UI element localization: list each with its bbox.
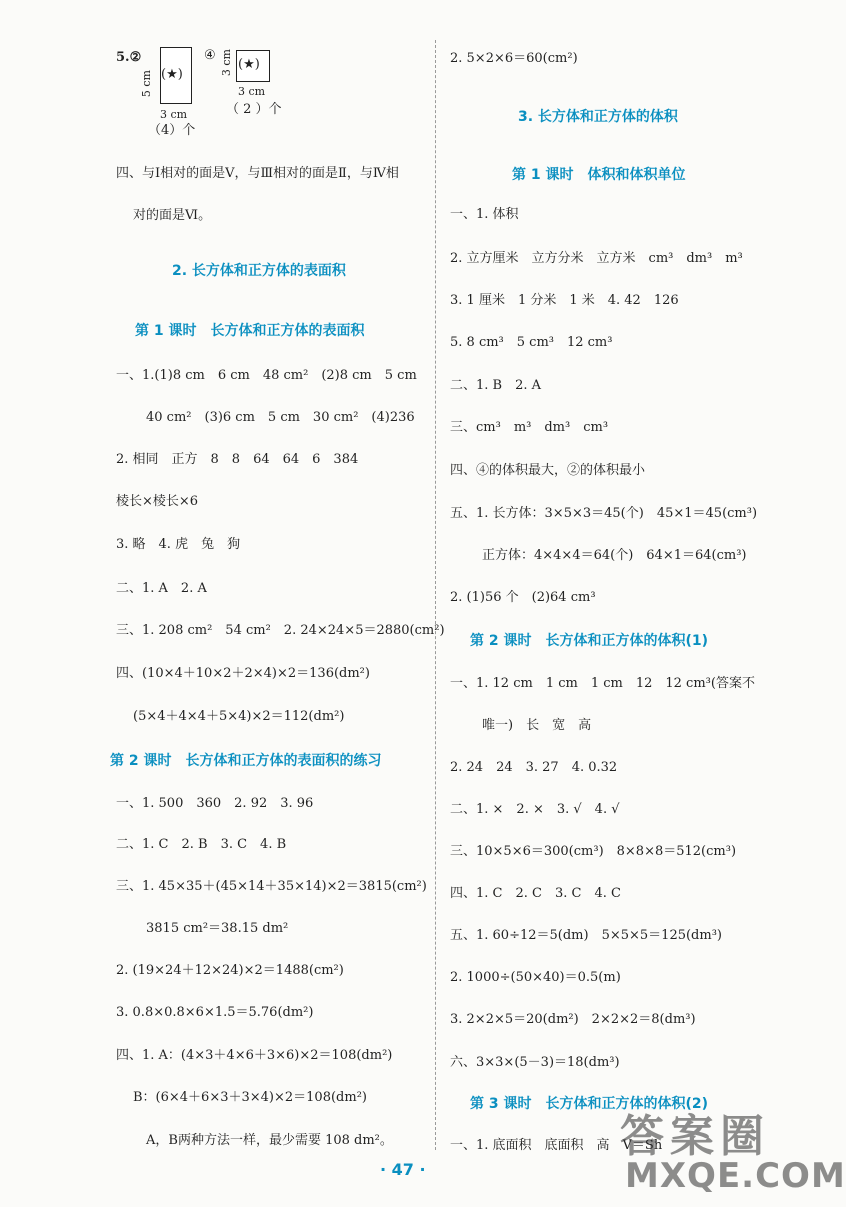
answer-line: 2. 5×2×6＝60(cm²) xyxy=(450,51,578,66)
answer-line: 2. 相同 正方 8 8 64 64 6 384 xyxy=(116,452,359,467)
answer-line: 五、1. 60÷12＝5(dm) 5×5×5＝125(dm³) xyxy=(450,928,722,943)
page-number: · 47 · xyxy=(380,1160,426,1179)
answer-line: 2. 1000÷(50×40)＝0.5(m) xyxy=(450,970,621,985)
answer-line: 2. (1)56 个 (2)64 cm³ xyxy=(450,590,596,605)
lesson-heading-3: 第 3 课时 长方体和正方体的体积(2) xyxy=(470,1096,709,1112)
answer-line: 二、1. × 2. × 3. √ 4. √ xyxy=(450,802,620,817)
fig2-height-label: 3 cm xyxy=(220,49,233,77)
answer-line: 六、3×3×(5－3)＝18(dm³) xyxy=(450,1055,620,1070)
lesson-heading-1: 第 1 课时 长方体和正方体的表面积 xyxy=(135,323,365,339)
answer-line: 四、④的体积最大，②的体积最小 xyxy=(450,463,646,478)
answer-line: 一、1. 500 360 2. 92 3. 96 xyxy=(116,796,314,811)
answer-line: B：(6×4＋6×3＋3×4)×2＝108(dm²) xyxy=(133,1090,367,1105)
answer-line: 2. 24 24 3. 27 4. 0.32 xyxy=(450,760,618,775)
answer-line: 3. 2×2×5＝20(dm²) 2×2×2＝8(dm³) xyxy=(450,1012,696,1027)
watermark-text-1: 答案圈 xyxy=(620,1111,770,1162)
lesson-heading-2: 第 2 课时 长方体和正方体的表面积的练习 xyxy=(110,753,382,769)
fig2-label: ④ xyxy=(204,48,216,63)
answer-line: 一、1. 底面积 底面积 高 V＝Sh xyxy=(450,1138,663,1153)
fig1-width-label: 3 cm xyxy=(160,108,188,121)
answer-line: 3. 1 厘米 1 分米 1 米 4. 42 126 xyxy=(450,293,679,308)
figure-rectangle-3x3 xyxy=(200,45,300,125)
answer-line: 三、1. 208 cm² 54 cm² 2. 24×24×5＝2880(cm²) xyxy=(116,623,445,638)
answer-line: 四、与Ⅰ相对的面是Ⅴ，与Ⅲ相对的面是Ⅱ，与Ⅳ相 xyxy=(116,166,399,181)
answer-line: 五、1. 长方体：3×5×3＝45(个) 45×1＝45(cm³) xyxy=(450,506,758,521)
answer-line: 正方体：4×4×4＝64(个) 64×1＝64(cm³) xyxy=(482,548,747,563)
watermark-text-2: MXQE.COM xyxy=(625,1156,846,1196)
star-icon: (★) xyxy=(238,57,260,72)
star-icon: (★) xyxy=(161,67,183,82)
answer-line: 3. 0.8×0.8×6×1.5＝5.76(dm²) xyxy=(116,1005,314,1020)
lesson-heading-2: 第 2 课时 长方体和正方体的体积(1) xyxy=(470,633,709,649)
fig2-answer: （ 2 ）个 xyxy=(226,102,282,117)
answer-line: 二、1. C 2. B 3. C 4. B xyxy=(116,837,287,852)
answer-line: 四、(10×4＋10×2＋2×4)×2＝136(dm²) xyxy=(116,666,370,681)
answer-line: 四、1. C 2. C 3. C 4. C xyxy=(450,886,621,901)
answer-line: A，B两种方法一样，最少需要 108 dm²。 xyxy=(146,1133,393,1148)
answer-line: 三、cm³ m³ dm³ cm³ xyxy=(450,420,609,435)
answer-line: 四、1. A：(4×3＋4×6＋3×6)×2＝108(dm²) xyxy=(116,1048,393,1063)
watermark-logo xyxy=(600,1100,846,1207)
answer-line: 40 cm² (3)6 cm 5 cm 30 cm² (4)236 xyxy=(146,410,415,425)
answer-line: 三、1. 45×35＋(45×14＋35×14)×2＝3815(cm²) xyxy=(116,879,427,894)
figure-rectangle-5x3 xyxy=(110,45,210,145)
answer-line: 棱长×棱长×6 xyxy=(116,494,199,509)
answer-line: 二、1. B 2. A xyxy=(450,378,542,393)
answer-line: 2. 立方厘米 立方分米 立方米 cm³ dm³ m³ xyxy=(450,251,743,266)
section-heading-volume: 3. 长方体和正方体的体积 xyxy=(518,109,678,125)
answer-line: 对的面是Ⅵ。 xyxy=(133,208,212,223)
answer-line: 3815 cm²＝38.15 dm² xyxy=(146,921,289,936)
answer-line: 三、10×5×6＝300(cm³) 8×8×8＝512(cm³) xyxy=(450,844,737,859)
answer-line: 二、1. A 2. A xyxy=(116,581,207,596)
fig1-answer: （4）个 xyxy=(148,123,196,138)
answer-line: 一、1. 体积 xyxy=(450,207,519,222)
fig1-height-label: 5 cm xyxy=(140,70,153,98)
answer-line: 一、1. 12 cm 1 cm 1 cm 12 12 cm³(答案不 xyxy=(450,676,755,691)
answer-line: 唯一) 长 宽 高 xyxy=(482,718,592,733)
answer-line: 一、1.(1)8 cm 6 cm 48 cm² (2)8 cm 5 cm xyxy=(116,368,417,383)
answer-line: 2. (19×24＋12×24)×2＝1488(cm²) xyxy=(116,963,344,978)
fig2-width-label: 3 cm xyxy=(238,85,266,98)
column-divider xyxy=(435,40,437,1150)
lesson-heading-1: 第 1 课时 体积和体积单位 xyxy=(512,167,686,183)
answer-line: 3. 略 4. 虎 兔 狗 xyxy=(116,537,241,552)
fig1-label: 5.② xyxy=(116,50,142,65)
answer-line: 5. 8 cm³ 5 cm³ 12 cm³ xyxy=(450,335,613,350)
section-heading-surface-area: 2. 长方体和正方体的表面积 xyxy=(172,263,346,279)
answer-line: (5×4＋4×4＋5×4)×2＝112(dm²) xyxy=(133,709,345,724)
